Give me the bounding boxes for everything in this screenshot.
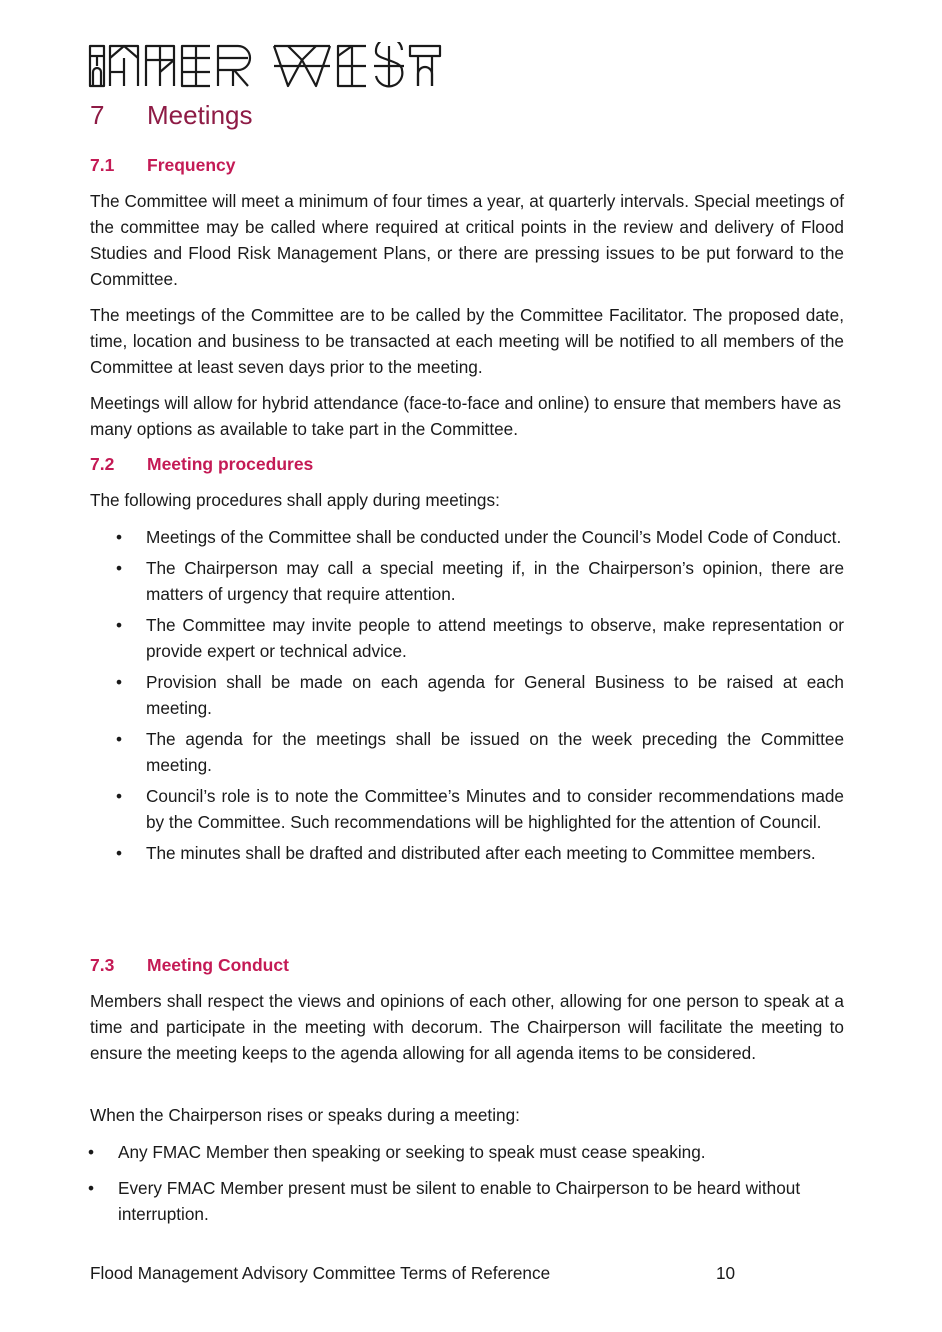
logo-letter-w — [274, 46, 330, 86]
procedures-list — [116, 524, 844, 871]
list-item: • Any FMAC Member then speaking or seeking to speak must cease speaking. — [118, 1139, 818, 1165]
conduct-list — [88, 1139, 818, 1237]
logo-letter-r — [218, 46, 250, 86]
logo-letter-s — [374, 42, 404, 86]
bullet-icon: • — [116, 786, 123, 806]
logo-letter-i — [90, 46, 104, 86]
footer-document-title: Flood Management Advisory Committee Terms of Reference — [90, 1263, 551, 1283]
frequency-paragraph-2: The meetings of the Committee are to be called by the Committee Facilitator. The proposed date, time, location and business to be transacted at each meeting will be notified to all members of the Committee at least seven days prior to the meeting. — [90, 305, 844, 377]
list-item: • Meetings of the Committee shall be conducted under the Council’s Model Code of Conduct. — [146, 524, 844, 550]
subsection-number: 7.1 — [90, 155, 115, 175]
subsection-title: Frequency — [147, 155, 236, 175]
list-item: • The agenda for the meetings shall be issued on the week preceding the Committee meeting. — [146, 726, 844, 778]
frequency-paragraph-3: Meetings will allow for hybrid attendance (face-to-face and online) to ensure that members have as many options as available to take part in the Committee. — [90, 393, 841, 439]
subsection-heading-frequency — [90, 155, 236, 176]
bullet-icon: • — [116, 843, 123, 863]
bullet-icon: • — [88, 1178, 95, 1198]
logo-letter-n2 — [146, 46, 174, 86]
bullet-icon: • — [88, 1142, 95, 1162]
subsection-heading-conduct — [90, 955, 289, 976]
logo-letter-n1 — [110, 46, 138, 86]
inner-west-logo — [88, 42, 444, 90]
list-item: • Council’s role is to note the Committee’s Minutes and to consider recommendations made by the Committee. Such recommendations will be highlighted for the attention of Council. — [146, 783, 844, 835]
bullet-icon: • — [116, 527, 123, 547]
section-title: Meetings — [147, 100, 253, 130]
bullet-icon: • — [116, 558, 123, 578]
list-item: • The Committee may invite people to attend meetings to observe, make representation or provide expert or technical advice. — [146, 612, 844, 664]
logo-letter-t — [410, 46, 440, 86]
section-number: 7 — [90, 100, 105, 130]
procedures-intro: The following procedures shall apply during meetings: — [90, 490, 500, 510]
list-item: • Provision shall be made on each agenda for General Business to be raised at each meeting. — [146, 669, 844, 721]
subsection-number: 7.3 — [90, 955, 115, 975]
bullet-icon: • — [116, 672, 123, 692]
section-heading — [90, 100, 253, 131]
list-item: • The Chairperson may call a special meeting if, in the Chairperson’s opinion, there are matters of urgency that require attention. — [146, 555, 844, 607]
logo-letter-e1 — [182, 46, 210, 86]
subsection-title: Meeting procedures — [147, 454, 314, 474]
list-item: • The minutes shall be drafted and distributed after each meeting to Committee members. — [146, 840, 844, 866]
list-item: • Every FMAC Member present must be silent to enable to Chairperson to be heard without interruption. — [118, 1175, 818, 1227]
bullet-icon: • — [116, 729, 123, 749]
logo-letter-e2 — [338, 46, 366, 86]
frequency-paragraph-1: The Committee will meet a minimum of four times a year, at quarterly intervals. Special meetings of the committee may be called where required at critical points in the review and delivery of Flood Studies and Flood Risk Management Plans, or there are pressing issues to be put forward to the Committee. — [90, 191, 844, 289]
footer-page-number: 10 — [716, 1263, 736, 1283]
subsection-title: Meeting Conduct — [147, 955, 289, 975]
subsection-number: 7.2 — [90, 454, 115, 474]
conduct-paragraph-1: Members shall respect the views and opinions of each other, allowing for one person to speak at a time and participate in the meeting with decorum. The Chairperson will facilitate the meeting to ensure the meeting keeps to the agenda allowing for all agenda items to be considered. — [90, 991, 844, 1063]
bullet-icon: • — [116, 615, 123, 635]
conduct-paragraph-2: When the Chairperson rises or speaks during a meeting: — [90, 1105, 520, 1125]
subsection-heading-procedures — [90, 454, 313, 475]
